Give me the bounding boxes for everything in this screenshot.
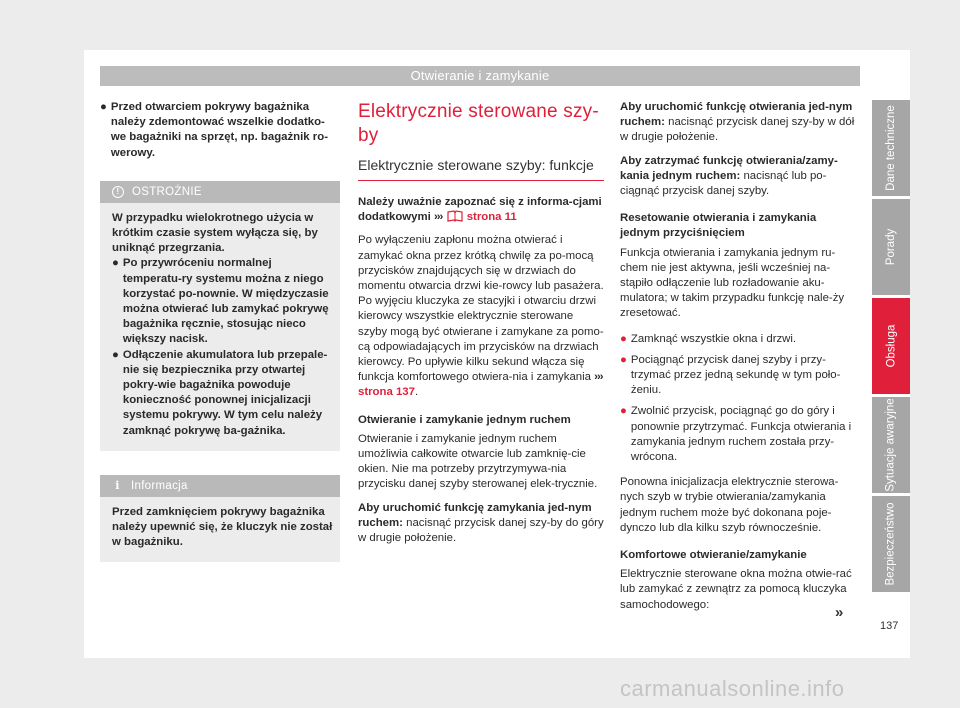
section-subtitle: Elektrycznie sterowane szyby: funkcje bbox=[358, 157, 594, 173]
tab-sytuacje-awaryjne[interactable] bbox=[872, 397, 910, 493]
info-heading: Informacja bbox=[131, 479, 188, 492]
tab-label: Dane techniczne bbox=[885, 105, 898, 191]
heading-one-touch: Otwieranie i zamykanie jednym ruchem bbox=[358, 413, 571, 426]
page-number: 137 bbox=[880, 620, 899, 632]
heading-reset: Resetowanie otwierania i zamykania jednym przyciśnięciem bbox=[620, 212, 817, 240]
paragraph-3 bbox=[358, 501, 604, 547]
step-text: Pociągnąć przycisk danej szyby i przy-trzymać przez jedną sekundę w tym poło-żeniu. bbox=[630, 353, 841, 397]
paragraph-stop-bold: Aby zatrzymać funkcję otwierania/zamy-kania jednym ruchem: bbox=[620, 154, 838, 182]
lead-paragraph bbox=[358, 195, 604, 225]
paragraph-1-text: Po wyłączeniu zapłonu można otwierać i zamykać okna przez krótką chwilę za po-mocą przycisków znajdujących się w drzwiach do momentu otwarcia drzwi kie-rowcy lub pasażera. Po wyjęciu kluczyka ze stacyjki i otwarciu drzwi kierowcy wszystkie elektrycznie sterowane szyby mogą być otwierane i zamykane za pomo-cą odpowiadających im przycisków na drzwiach kierowcy. Po upływie kilku sekund włącza się funkcja komfortowego otwiera-nia i zamykania bbox=[358, 234, 604, 384]
info-box-header bbox=[100, 475, 340, 497]
bullet-icon: ● bbox=[620, 353, 627, 366]
paragraph-reset: Funkcja otwierania i zamykania jednym ru-chem nie jest aktywna, jeśli wcześniej na-stąpiło odłączenie lub rozładowanie aku-mulatora; w takim przypadku funkcję nale-ży zresetować. bbox=[620, 246, 845, 320]
title-divider bbox=[358, 180, 604, 181]
info-box-body bbox=[100, 497, 340, 563]
paragraph-stop bbox=[620, 154, 858, 200]
continue-mark: » bbox=[835, 604, 844, 621]
section-tabs bbox=[872, 100, 910, 595]
paragraph-2: Otwieranie i zamykanie jednym ruchem umożliwia całkowite otwarcie lub zamknię-cie okien. Nie ma potrzeby przytrzymywa-nia przycisku danej szyby sterowanej elek-trycznie. bbox=[358, 432, 598, 491]
tab-label: Sytuacje awaryjne bbox=[885, 398, 898, 492]
exclamation-circle-icon: ! bbox=[112, 186, 124, 198]
paragraph-open-text: nacisnąć przycisk danej szy-by w dół w drugie położenie. bbox=[620, 116, 855, 144]
reference-arrows: ››› bbox=[433, 211, 443, 224]
watermark: carmanualsonline.info bbox=[620, 676, 845, 701]
info-box bbox=[100, 475, 340, 563]
warning-box bbox=[100, 181, 340, 451]
paragraph-reinit: Ponowna inicjalizacja elektrycznie sterowa-nych szyb w trybie otwierania/zamykania jednym ruchem może być dokonana poje-dynczo lub dla kilku szyb równocześnie. bbox=[620, 476, 839, 534]
info-text: Przed zamknięciem pokrywy bagażnika należy upewnić się, że kluczyk nie został w bagażniku. bbox=[112, 505, 333, 549]
book-reference-icon bbox=[446, 210, 464, 222]
section-title: Elektrycznie sterowane szy-by bbox=[358, 101, 599, 146]
reference-arrows: ››› bbox=[594, 371, 603, 384]
intro-bullet bbox=[100, 100, 340, 161]
warning-heading: OSTROŻNIE bbox=[132, 185, 202, 198]
paragraph-1-link[interactable]: strona 137 bbox=[358, 386, 415, 399]
tab-porady[interactable] bbox=[872, 199, 910, 295]
warning-paragraph: W przypadku wielokrotnego użycia w krótkim czasie system wyłącza się, by uniknąć przegrzania. bbox=[112, 211, 318, 255]
bullet-icon: ● bbox=[112, 348, 119, 361]
paragraph-comfort: Elektrycznie sterowane okna można otwie-rać lub zamykać z zewnątrz za pomocą kluczyka samochodowego: bbox=[620, 568, 852, 611]
warning-bullet bbox=[112, 256, 333, 347]
warning-box-header bbox=[100, 181, 340, 203]
tab-label: Bezpieczeństwo bbox=[885, 502, 898, 586]
tab-obsluga[interactable] bbox=[872, 298, 910, 394]
paragraph-1-end: . bbox=[414, 386, 419, 399]
paragraph-open bbox=[620, 100, 858, 146]
step-item bbox=[620, 332, 858, 347]
intro-bullet-text: Przed otwarciem pokrywy bagażnika należy zdemontować wszelkie dodatko-we bagażniki na sprzęt, np. bagażnik ro-werowy. bbox=[110, 101, 328, 159]
info-icon: i bbox=[115, 478, 120, 492]
tab-label: Obsługa bbox=[885, 324, 897, 368]
step-text: Zwolnić przycisk, pociągnąć go do góry i ponownie przytrzymać. Funkcja otwierania i zamykania jednym ruchem została przy-wrócona. bbox=[630, 405, 852, 464]
tab-dane-techniczne[interactable] bbox=[872, 100, 910, 196]
lead-text: Należy uważnie zapoznać się z informa-cjami dodatkowymi bbox=[358, 196, 602, 224]
warning-bullet-text: Odłączenie akumulatora lub przepale-nie się bezpiecznika przy otwartej pokry-wie bagażnika powoduje konieczność ponownej inicjalizacji systemu pokrywy. W tym celu należy zamknąć pokrywę ba-gażnika. bbox=[122, 348, 328, 437]
step-text: Zamknąć wszystkie okna i drzwi. bbox=[630, 332, 797, 345]
lead-link[interactable]: strona 11 bbox=[466, 211, 517, 224]
bullet-icon: ● bbox=[620, 332, 627, 345]
tab-label: Porady bbox=[885, 228, 897, 266]
step-item bbox=[620, 404, 858, 465]
paragraph-3-text: nacisnąć przycisk danej szy-by do góry w drugie położenie. bbox=[358, 516, 604, 545]
page-header: Otwieranie i zamykanie bbox=[100, 66, 860, 86]
bullet-icon: ● bbox=[620, 405, 627, 418]
tab-bezpieczenstwo[interactable] bbox=[872, 496, 910, 592]
bullet-icon: ● bbox=[112, 257, 119, 270]
paragraph-3-bold: Aby uruchomić funkcję zamykania jed-nym ruchem: bbox=[358, 501, 592, 529]
bullet-icon: ● bbox=[100, 101, 107, 113]
heading-comfort: Komfortowe otwieranie/zamykanie bbox=[620, 549, 807, 562]
step-item bbox=[620, 353, 858, 399]
paragraph-open-bold: Aby uruchomić funkcję otwierania jed-nym ruchem: bbox=[620, 101, 853, 129]
column-middle bbox=[358, 100, 604, 546]
warning-bullet-text: Po przywróceniu normalnej temperatu-ry systemu można z niego korzystać po-nownie. W międzyczasie można otwierać lub zamykać pokrywę bagażnika ręcznie, stosując nieco większy nacisk. bbox=[122, 257, 329, 346]
paragraph-stop-text: nacisnąć lub po-ciągnąć przycisk danej szyby. bbox=[620, 169, 827, 198]
column-right bbox=[620, 100, 858, 613]
warning-box-body bbox=[100, 203, 340, 451]
column-left bbox=[100, 100, 340, 562]
paragraph-1 bbox=[358, 233, 604, 400]
warning-bullet bbox=[112, 348, 333, 439]
